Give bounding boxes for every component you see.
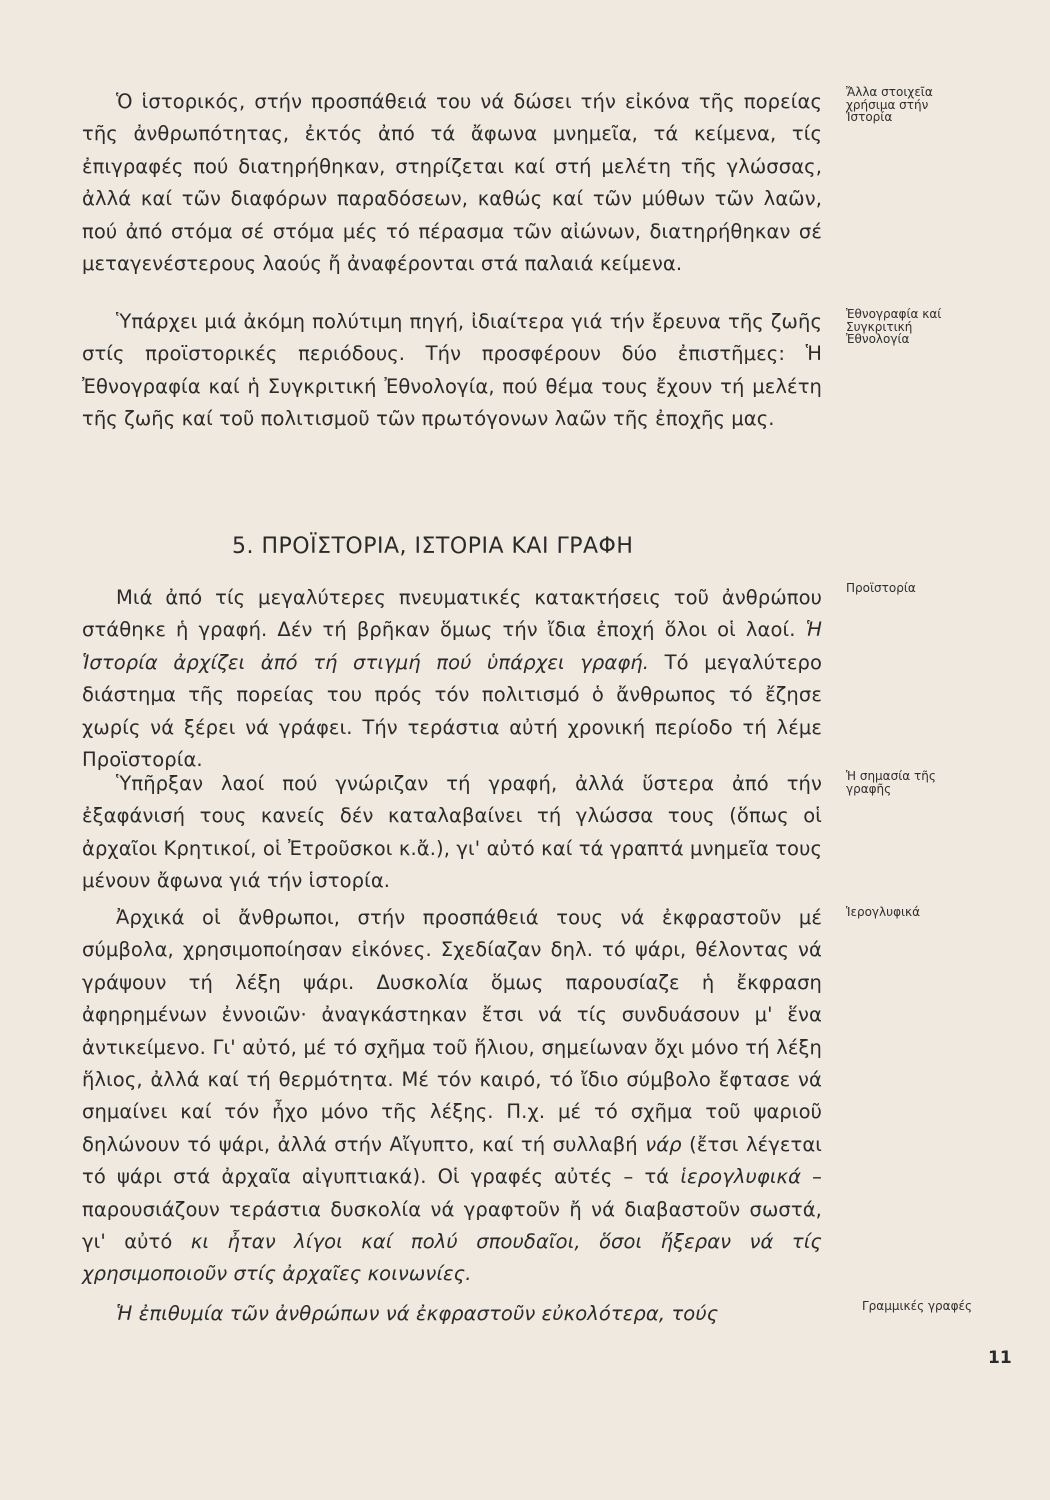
margin-note-writing-importance: Ἡ σημασία τῆς γραφῆς: [846, 769, 936, 796]
paragraph-ethnography: Ὑπάρχει μιά ἀκόμη πολύτιμη πηγή, ἰδιαίτερα γιά τήν ἔρευνα τῆς ζωῆς στίς προϊστορικές περιόδους. Τήν προσφέρουν δύο ἐπιστῆμες: Ἡ Ἐθνογραφία καί ἡ Συγκριτική Ἐθνολογία, πού θέμα τους ἔχουν τή μελέτη τῆς ζωῆς καί τοῦ πολιτισμοῦ τῶν πρωτόγονων λαῶν τῆς ἐποχῆς μας.: [82, 310, 822, 431]
prehistory-text-c: Τό μεγαλύτερο διάστημα τῆς πορείας του πρός τόν πολιτισμό ὁ ἄνθρωπος τό ἔζησε χωρίς νά ξέρει νά γράφει. Τήν τεράστια αὐτή χρονική περίοδο τή λέμε Προϊστορία.: [82, 650, 822, 772]
intro-text-block: [82, 86, 822, 280]
page-number: 11: [988, 1348, 1012, 1368]
margin-note-prehistory: Προϊστορία: [846, 581, 916, 595]
prehistory-text-a: Μιά ἀπό τίς μεγαλύτερες πνευματικές κατακτήσεις τοῦ ἀνθρώπου στάθηκε ἡ γραφή. Δέν τή βρῆκαν ὅμως τήν ἴδια ἐποχή ὅλοι οἱ λαοί.: [82, 586, 822, 642]
margin-note-hieroglyphs: Ἱερογλυφικά: [846, 905, 921, 919]
paragraph-hieroglyphs: [82, 902, 822, 1291]
paragraph-prehistory: [82, 582, 822, 776]
margin-note-ethnography: Ἐθνογραφία καί Συγκριτική Ἐθνολογία: [846, 307, 942, 346]
hieroglyphs-text-e: – παρουσιάζουν τεράστια δυσκολία νά γραφτοῦν ἤ νά διαβαστοῦν σωστά, γι' αὐτό: [82, 1165, 822, 1254]
nar-italic: νάρ: [645, 1132, 682, 1156]
section-text-block-1: [82, 582, 822, 776]
history-begins-italic: Ἡ Ἱστορία ἀρχίζει ἀπό τή στιγμή πού ὑπάρχει γραφή.: [82, 618, 822, 674]
section-text-block-2: [82, 768, 822, 898]
few-and-important-italic: κι ἦταν λίγοι καί πολύ σπουδαῖοι, ὅσοι ἤξεραν νά τίς χρησιμοποιοῦν στίς ἀρχαῖες κοινωνίες.: [82, 1230, 822, 1286]
intro-text-block-2: [82, 306, 822, 436]
hieroglyphs-text-a: Ἀρχικά οἱ ἄνθρωποι, στήν προσπάθειά τους νά ἐκφραστοῦν μέ σύμβολα, χρησιμοποίησαν εἰκόνες. Σχεδίαζαν δηλ. τό ψάρι, θέλοντας νά γράψουν τή λέξη ψάρι. Δυσκολία ὅμως παρουσίαζε ἡ ἔκφραση ἀφηρημένων ἐννοιῶν· ἀναγκάστηκαν ἔτσι νά τίς συνδυάσουν μ' ἕνα ἀντικείμενο. Γι' αὐτό, μέ τό σχῆμα τοῦ ἥλιου, σημείωναν ὄχι μόνο τή λέξη ἥλιος, ἀλλά καί τή θερμότητα. Μέ τόν καιρό, τό ἴδιο σύμβολο ἔφτασε νά σημαίνει καί τόν ἦχο μόνο τῆς λέξης. Π.χ. μέ τό σχῆμα τοῦ ψαριοῦ δηλώνουν τό ψάρι, ἀλλά στήν Αἴγυπτο, καί τή συλλαβή: [82, 906, 822, 1156]
hieroglyphs-text-c: (ἔτσι λέγεται τό ψάρι στά ἀρχαῖα αἰγυπτιακά). Οἱ γραφές αὐτές – τά: [82, 1132, 823, 1189]
paragraph-lost-languages: Ὑπῆρξαν λαοί πού γνώριζαν τή γραφή, ἀλλά ὕστερα ἀπό τήν ἐξαφάνισή τους κανείς δέν καταλαβαίνει τή γλώσσα τους (ὅπως οἱ ἀρχαῖοι Κρητικοί, οἱ Ἐτροῦσκοι κ.ἄ.), γι' αὐτό καί τά γραπτά μνημεῖα τους μένουν ἄφωνα γιά τήν ἱστορία.: [82, 772, 822, 893]
margin-note-other-elements: Ἄλλα στοιχεῖα χρήσιμα στήν Ἱστορία: [846, 85, 933, 124]
hieroglyphs-italic: ἱερογλυφικά: [680, 1165, 802, 1189]
section-text-block-3: [82, 902, 822, 1291]
margin-note-linear-scripts: Γραμμικές γραφές: [862, 1299, 973, 1313]
section-text-block-4: [82, 1298, 822, 1330]
paragraph-linear-scripts: Ἡ ἐπιθυμία τῶν ἀνθρώπων νά ἐκφραστοῦν εὐκολότερα, τούς: [116, 1302, 719, 1325]
section-heading: 5. ΠΡΟΪΣΤΟΡΙΑ, ΙΣΤΟΡΙΑ ΚΑΙ ΓΡΑΦΗ: [232, 534, 634, 559]
paragraph-historian-sources: Ὁ ἱστορικός, στήν προσπάθειά του νά δώσει τήν εἰκόνα τῆς πορείας τῆς ἀνθρωπότητας, ἐκτός ἀπό τά ἄφωνα μνημεῖα, τά κείμενα, τίς ἐπιγραφές πού διατηρήθηκαν, στηρίζεται καί στή μελέτη τῆς γλώσσας, ἀλλά καί τῶν διαφόρων παραδόσεων, καθώς καί τῶν μύθων τῶν λαῶν, πού ἀπό στόμα σέ στόμα μές τό πέρασμα τῶν αἰώνων, διατηρήθηκαν σέ μεταγενέστερους λαούς ἤ ἀναφέρονται στά παλαιά κείμενα.: [82, 90, 822, 276]
